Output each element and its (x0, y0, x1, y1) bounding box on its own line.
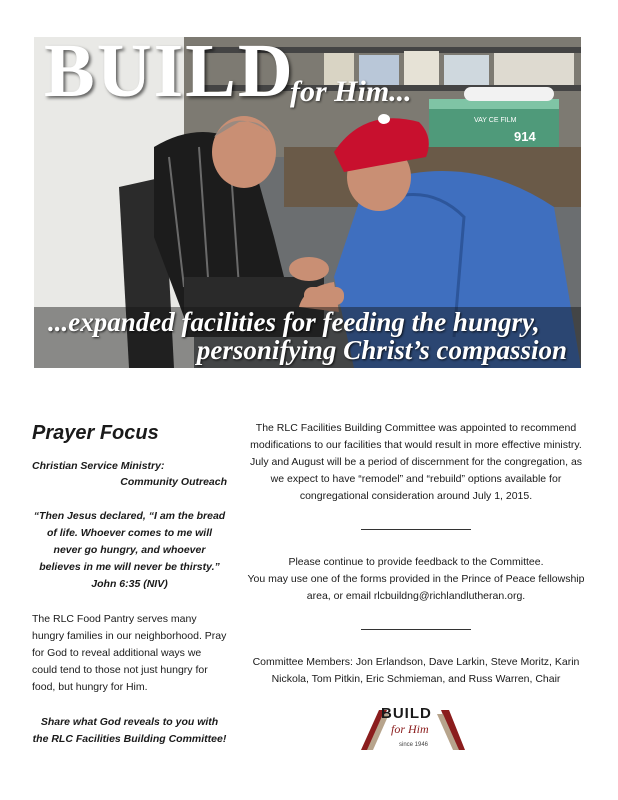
logo-build-text: BUILD (381, 705, 432, 722)
hero-subtitle: for Him... (290, 75, 412, 108)
committee-intro: The RLC Facilities Building Committee was appointed to recommend modifications to our facilities that would result in more effective ministry. July and August will be a period of discernment for the congregation, as we expect to have “remodel” and “rebuild” options available for congregational consideration around July 1, 2015. (249, 422, 583, 502)
film-box-label: VAY CE FILM (474, 117, 517, 124)
hero-caption-line1: ...expanded facilities for feeding the hungry, (48, 307, 540, 337)
food-pantry-text: The RLC Food Pantry serves many hungry families in our neighborhood. Pray for God to reveal additional ways we could tend to those not just hungry for food, but hungry for Him. (32, 613, 227, 693)
feedback-line2: You may use one of the forms provided in the Prince of Peace fellowship area, or email rlcbuildng@richlandlutheran.org. (247, 573, 585, 602)
committee-column (246, 420, 586, 688)
prayer-focus-title: Prayer Focus (32, 422, 159, 444)
hero-caption-line2: personifying Christ’s compassion (196, 335, 567, 365)
feedback-line1: Please continue to provide feedback to the Committee. (288, 556, 544, 568)
ministry-line2: Community Outreach (120, 476, 227, 488)
divider (361, 529, 471, 530)
film-box-number: 914 (514, 129, 536, 144)
prayer-focus-column (32, 420, 227, 748)
bible-verse: “Then Jesus declared, “I am the bread of life. Whoever comes to me will never go hungry, and whoever believes in me will never be thirsty.” John 6:35 (NIV) (33, 510, 226, 590)
divider (361, 629, 471, 630)
logo-for-him-text: for Him (391, 722, 429, 736)
logo-since-text: since 1946 (399, 742, 429, 748)
share-text: Share what God reveals to you with the RLC Facilities Building Committee! (32, 716, 227, 745)
ministry-line1: Christian Service Ministry: (32, 460, 165, 472)
hero-title: BUILD (44, 37, 295, 113)
committee-members: Committee Members: Jon Erlandson, Dave Larkin, Steve Moritz, Karin Nickola, Tom Pitkin, Eric Schmieman, and Russ Warren, Chair (252, 656, 580, 685)
hero-photo (34, 37, 581, 368)
ministry-heading (32, 458, 227, 490)
build-for-him-logo (357, 700, 469, 754)
